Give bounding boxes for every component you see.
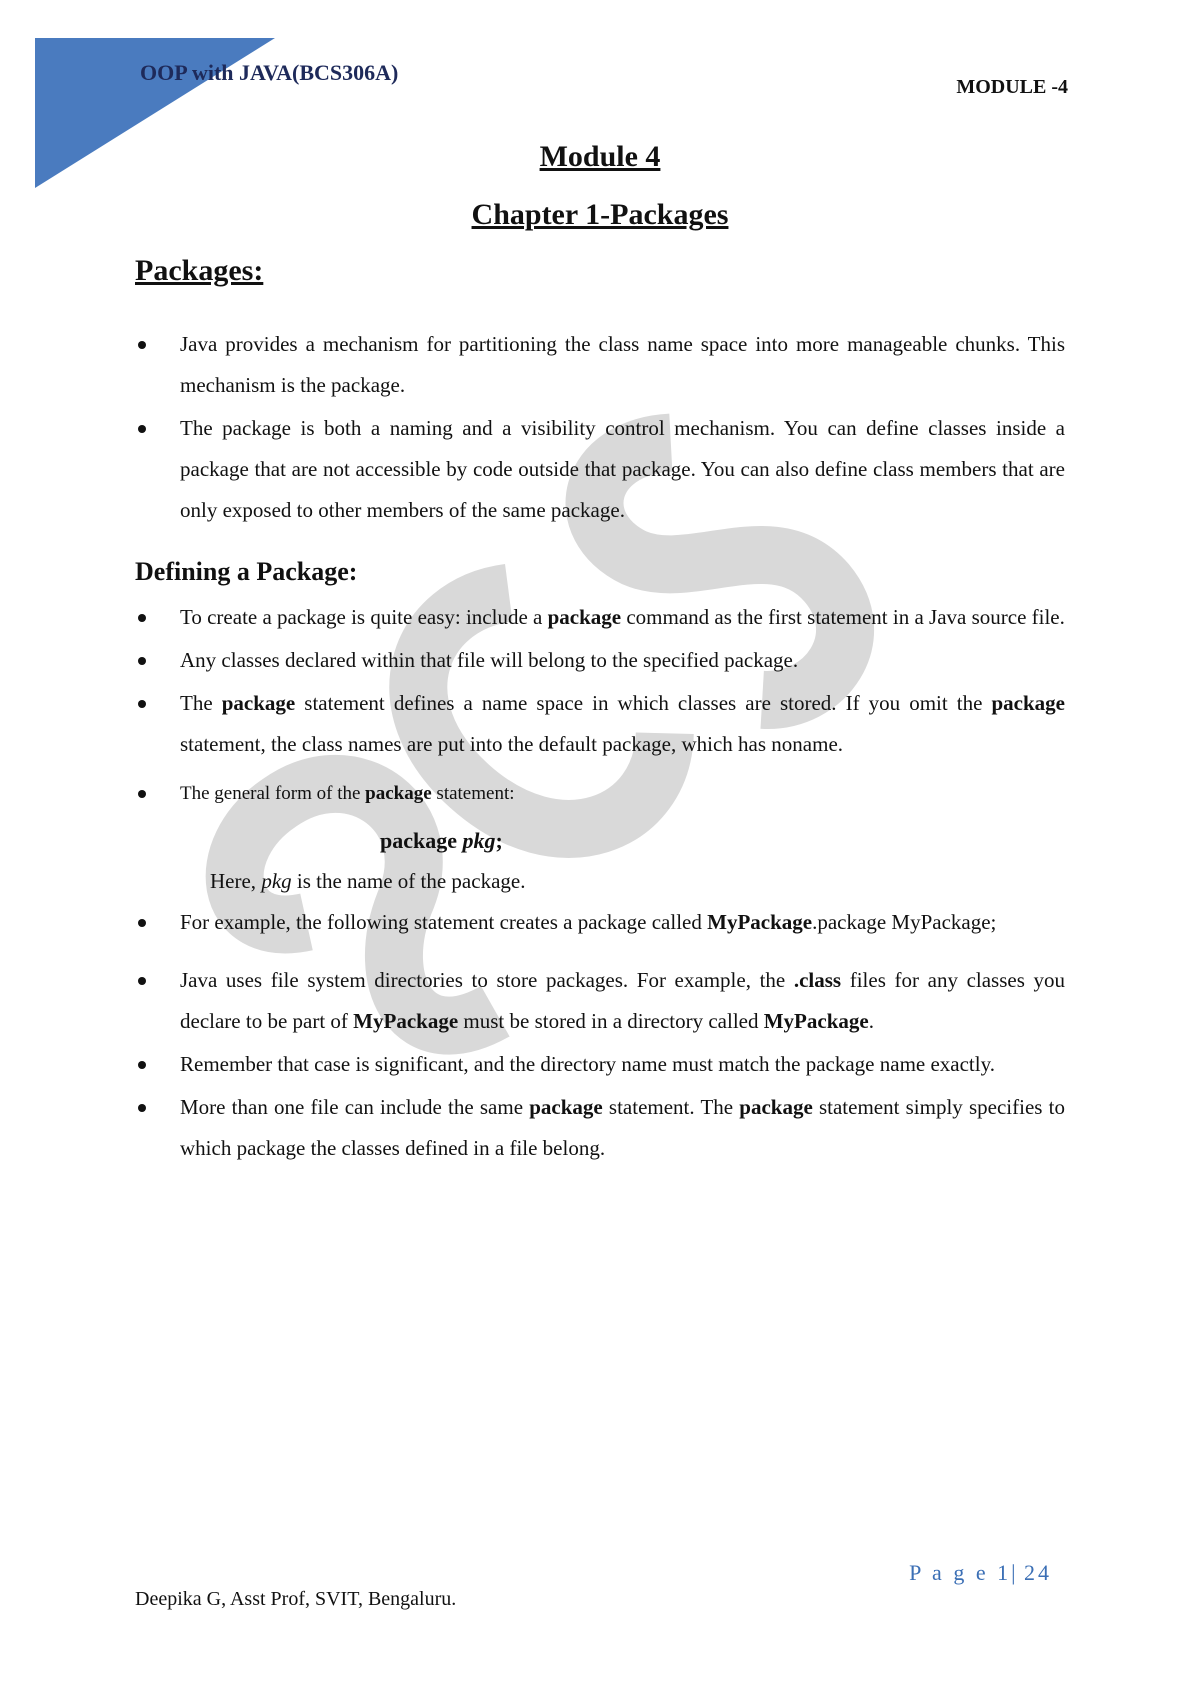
keyword: package (221, 691, 296, 715)
module-tag: MODULE -4 (956, 76, 1068, 98)
keyword: package (547, 605, 622, 629)
syntax-explanation: Here, pkg is the name of the package. (210, 869, 526, 893)
page-content (135, 140, 1065, 1171)
keyword: MyPackage (707, 910, 813, 934)
keyword: package (991, 691, 1065, 715)
bullet-item: Remember that case is significant, and the directory name must match the package name exactly. (135, 1044, 1065, 1085)
packages-bullet-list (135, 324, 1065, 531)
package-syntax: package pkg; (380, 828, 503, 853)
defining-bullet-list (135, 597, 1065, 814)
keyword: MyPackage (353, 1009, 459, 1033)
bullet-item: Java provides a mechanism for partitioning the class name space into more manageable chunks. This mechanism is the package. (135, 324, 1065, 406)
bullet-item: To create a package is quite easy: include a package command as the first statement in a Java source file. (135, 597, 1065, 638)
section-heading-defining-package: Defining a Package: (135, 557, 358, 586)
bullet-item: For example, the following statement creates a package called MyPackage.package MyPackage; (135, 908, 1065, 936)
page-number: P a g e 1| 24 (909, 1560, 1052, 1585)
footer-author: Deepika G, Asst Prof, SVIT, Bengaluru. (135, 1588, 457, 1610)
bullet-item: The package statement defines a name space in which classes are stored. If you omit the package statement, the class names are put into the default package, which has noname. (135, 683, 1065, 765)
keyword: package (529, 1095, 603, 1119)
bullet-item: Any classes declared within that file will belong to the specified package. (135, 640, 1065, 681)
section-heading-packages: Packages: (135, 254, 264, 287)
chapter-title: Chapter 1-Packages (471, 198, 729, 231)
bullet-item: More than one file can include the same package statement. The package statement simply specifies to which package the classes defined in a file belong. (135, 1087, 1065, 1169)
keyword: MyPackage (763, 1009, 869, 1033)
defining-bullet-list-continued (135, 908, 1065, 1169)
keyword: .class (793, 968, 842, 992)
keyword: package (739, 1095, 813, 1119)
keyword: package (365, 783, 432, 804)
course-title: OOP with JAVA(BCS306A) (140, 60, 399, 85)
module-title: Module 4 (539, 140, 661, 173)
bullet-item: Java uses file system directories to store packages. For example, the .class files for any classes you declare to be part of MyPackage must be stored in a directory called MyPackage. (135, 960, 1065, 1042)
bullet-item: The package is both a naming and a visibility control mechanism. You can define classes inside a package that are not accessible by code outside that package. You can also define class members that are only exposed to other members of the same package. (135, 408, 1065, 531)
bullet-item: The general form of the package statement: (135, 773, 1065, 814)
